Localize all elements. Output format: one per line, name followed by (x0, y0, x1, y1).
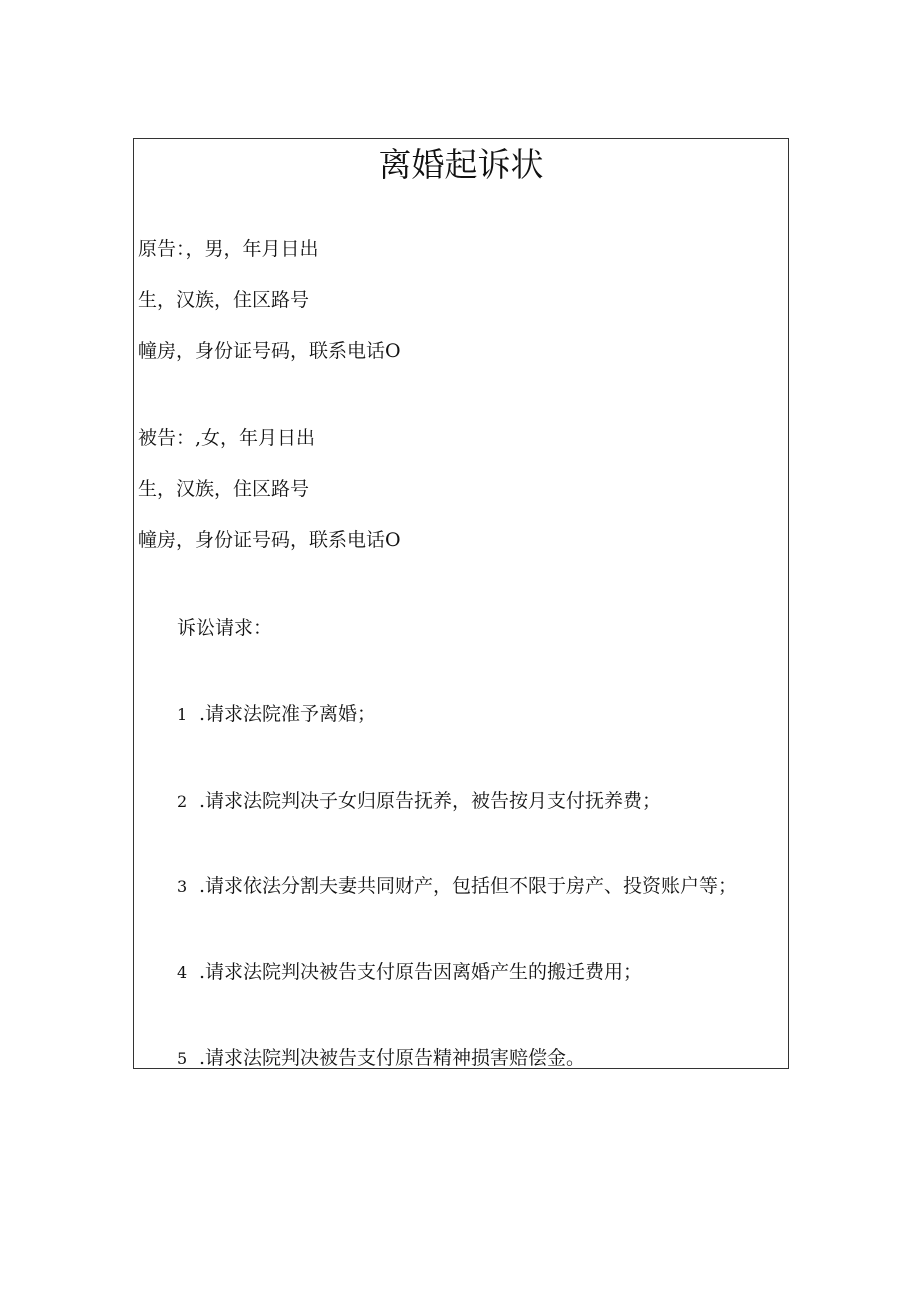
claims-heading: 诉讼请求： (177, 617, 273, 639)
defendant-line-3: 幢房，身份证号码，联系电话O (138, 529, 401, 551)
claim-number: 2 (177, 792, 188, 811)
document-title: 离婚起诉状 (378, 145, 544, 184)
claim-text: .请求法院准予离婚； (199, 703, 377, 725)
claim-text: .请求法院判决子女归原告抚养，被告按月支付抚养费； (199, 790, 662, 812)
plaintiff-line-2: 生，汉族，住区路号 (138, 289, 310, 311)
plaintiff-line-1: 原告：，男，年月日出 (138, 238, 319, 260)
claim-number: 4 (177, 963, 188, 982)
claim-number: 5 (177, 1049, 188, 1068)
claim-item (177, 960, 642, 985)
plaintiff-line-3: 幢房，身份证号码，联系电话O (138, 340, 401, 362)
claim-item (177, 789, 661, 814)
claim-text: .请求依法分割夫妻共同财产，包括但不限于房产、投资账户等； (199, 875, 738, 897)
claim-text: .请求法院判决被告支付原告因离婚产生的搬迁费用； (199, 961, 643, 983)
claim-number: 1 (177, 705, 188, 724)
claim-number: 3 (177, 877, 188, 896)
defendant-line-2: 生，汉族，住区路号 (138, 478, 310, 500)
claim-item (177, 874, 737, 899)
claim-item (177, 1046, 585, 1071)
claim-text: .请求法院判决被告支付原告精神损害赔偿金。 (199, 1047, 586, 1069)
defendant-line-1: 被告：,女，年月日出 (138, 427, 316, 449)
document-frame (133, 138, 789, 1069)
claim-item (177, 702, 376, 727)
